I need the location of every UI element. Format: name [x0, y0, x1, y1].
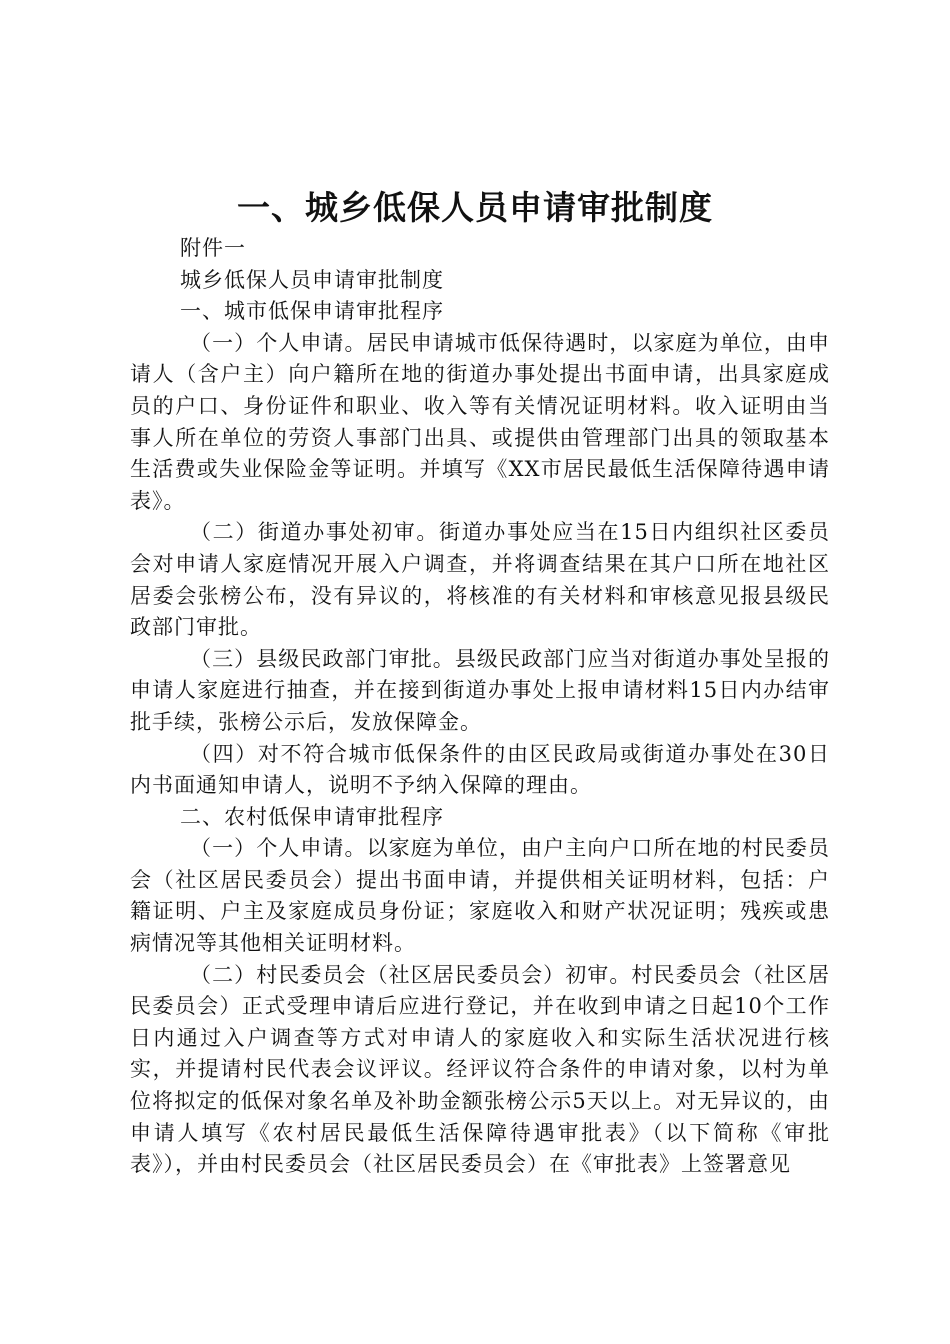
- paragraph-urban-3: （三）县级民政部门审批。县级民政部门应当对街道办事处呈报的申请人家庭进行抽查，并在接到街道办事处上报申请材料15日内办结审批手续，张榜公示后，发放保障金。: [130, 646, 830, 734]
- paragraph-rural-2: （二）村民委员会（社区居民委员会）初审。村民委员会（社区居民委员会）正式受理申请后应进行登记，并在收到申请之日起10个工作日内通过入户调查等方式对申请人的家庭收入和实际生活状况进行核实，并提请村民代表会议评议。经评议符合条件的申请对象，以村为单位将拟定的低保对象名单及补助金额张榜公示5天以上。对无异议的，由申请人填写《农村居民最低生活保障待遇审批表》（以下简称《审批表》），并由村民委员会（社区居民委员会）在《审批表》上签署意见: [130, 962, 830, 1177]
- paragraph-rural-1: （一）个人申请。以家庭为单位，由户主向户口所在地的村民委员会（社区居民委员会）提出书面申请，并提供相关证明材料，包括：户籍证明、户主及家庭成员身份证；家庭收入和财产状况证明；残疾或患病情况等其他相关证明材料。: [130, 836, 830, 956]
- section-heading-urban: 一、城市低保申请审批程序: [180, 299, 444, 324]
- paragraph-urban-4: （四）对不符合城市低保条件的由区民政局或街道办事处在30日内书面通知申请人，说明不予纳入保障的理由。: [130, 741, 830, 798]
- subtitle: 城乡低保人员申请审批制度: [180, 267, 444, 292]
- document-title: 一、城乡低保人员申请审批制度: [237, 188, 713, 227]
- paragraph-urban-1: （一）个人申请。居民申请城市低保待遇时，以家庭为单位，由申请人（含户主）向户籍所在地的街道办事处提出书面申请，出具家庭成员的户口、身份证件和职业、收入等有关情况证明材料。收入证明由当事人所在单位的劳资人事部门出具、或提供由管理部门出具的领取基本生活费或失业保险金等证明。并填写《XX市居民最低生活保障待遇申请表》。: [130, 330, 830, 513]
- attachment-label: 附件一: [180, 236, 246, 260]
- document-body: [130, 233, 830, 1181]
- section-heading-rural: 二、农村低保申请审批程序: [180, 804, 444, 829]
- paragraph-urban-2: （二）街道办事处初审。街道办事处应当在15日内组织社区委员会对申请人家庭情况开展入户调查，并将调查结果在其户口所在地社区居委会张榜公布，没有异议的，将核准的有关材料和审核意见报县级民政部门审批。: [130, 520, 830, 640]
